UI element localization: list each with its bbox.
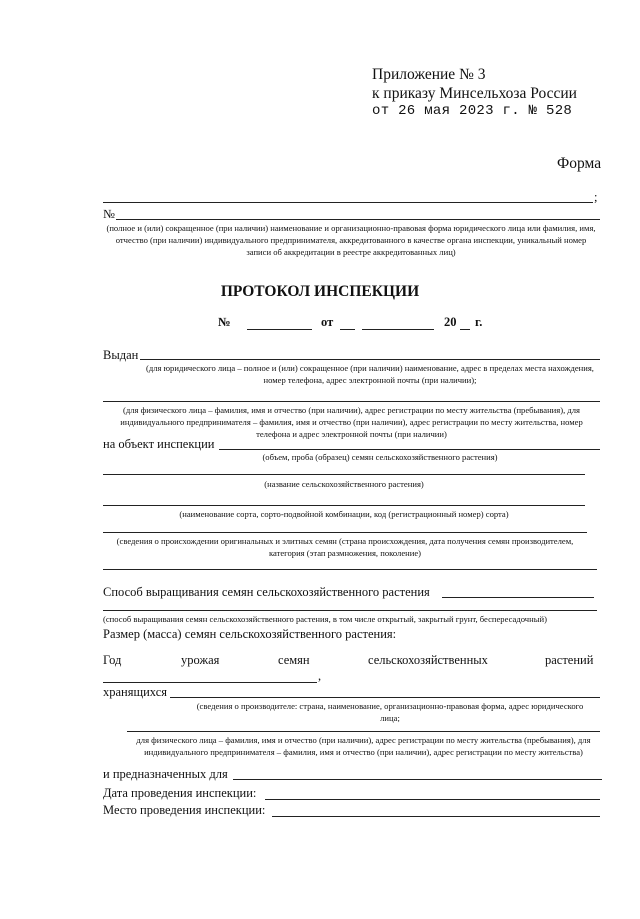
harvest-line bbox=[103, 682, 317, 683]
growing-caption: (способ выращивания семян сельскохозяйственного растения, в том числе открытый, закрытый грунт, беспересадочный) bbox=[103, 614, 547, 624]
stored-producer-caption: (сведения о производителе: страна, наименование, организационно-правовая форма, адрес юридического лица; bbox=[196, 701, 584, 723]
page-title: ПРОТОКОЛ ИНСПЕКЦИИ bbox=[220, 283, 420, 300]
inspection-date-line bbox=[265, 799, 600, 800]
growing-label: Способ выращивания семян сельскохозяйственного растения bbox=[103, 585, 430, 599]
harvest-word-agri: сельскохозяйственных bbox=[368, 653, 488, 667]
protocol-month-blank bbox=[362, 329, 434, 330]
accreditation-line-1 bbox=[103, 202, 593, 203]
object-line-5 bbox=[103, 569, 597, 570]
stored-person-caption: для физического лица – фамилия, имя и отчество (при наличии), адрес регистрации по месту жительства (пребывания), для индивидуального предпринимателя – фамилия, имя и отчество (при наличии), адрес регистрации по месту жительства) bbox=[136, 735, 591, 757]
object-line-4 bbox=[103, 532, 587, 533]
inspection-date-label: Дата проведения инспекции: bbox=[103, 786, 257, 800]
appendix-number: Приложение № 3 bbox=[372, 66, 486, 83]
inspection-place-label: Место проведения инспекции: bbox=[103, 803, 266, 817]
issued-legal-caption: (для юридического лица – полное и (или) сокращенное (при наличии) наименование, адрес в пределах места нахождения, номер телефона, адрес электронной почты (при наличии); bbox=[146, 363, 594, 385]
protocol-day-blank bbox=[340, 329, 355, 330]
order-reference: к приказу Минсельхоза России bbox=[372, 85, 577, 102]
accreditation-number-sign: № bbox=[103, 207, 115, 221]
object-line-1 bbox=[219, 449, 600, 450]
protocol-year-suffix: г. bbox=[475, 315, 483, 329]
object-origin-caption: (сведения о происхождении оригинальных и элитных семян (страна происхождения, дата получения семян производителем, категория (этап размножения, поколение) bbox=[116, 536, 574, 558]
issued-line-2 bbox=[103, 401, 600, 402]
harvest-word-crop: урожая bbox=[181, 653, 220, 667]
harvest-comma: , bbox=[318, 669, 322, 683]
object-line-3 bbox=[103, 505, 585, 506]
stored-line-1 bbox=[170, 697, 600, 698]
issued-line-1 bbox=[140, 359, 600, 360]
protocol-year-blank bbox=[460, 329, 470, 330]
growing-line-1 bbox=[442, 597, 594, 598]
inspection-place-line bbox=[272, 816, 600, 817]
protocol-from-label: от bbox=[321, 315, 334, 329]
harvest-word-seeds: семян bbox=[278, 653, 310, 667]
accreditation-line-2 bbox=[116, 219, 600, 220]
object-plant-caption: (название сельскохозяйственного растения) bbox=[264, 479, 424, 489]
object-label: на объект инспекции bbox=[103, 437, 215, 451]
harvest-word-year: Год bbox=[103, 653, 122, 667]
object-volume-caption: (объем, проба (образец) семян сельскохозяйственного растения) bbox=[262, 452, 498, 462]
stored-line-2 bbox=[127, 731, 600, 732]
accreditation-semicolon: ; bbox=[594, 190, 598, 204]
intended-label: и предназначенных для bbox=[103, 767, 228, 781]
issued-label: Выдан bbox=[103, 348, 139, 362]
form-label: Форма bbox=[557, 155, 602, 172]
harvest-word-plants: растений bbox=[545, 653, 594, 667]
intended-line bbox=[233, 779, 602, 780]
protocol-year-prefix: 20 bbox=[444, 315, 457, 329]
accreditation-caption: (полное и (или) сокращенное (при наличии) наименование и организационно-правовая форма юридического лица или фамилия, имя, отчество (при наличии) индивидуального предпринимателя, аккредитованного в качестве органа инспекции, уникальный номер записи об аккредитации в реестре аккредитованных лиц) bbox=[106, 223, 596, 257]
growing-line-2 bbox=[103, 610, 597, 611]
object-line-2 bbox=[103, 474, 585, 475]
stored-label: хранящихся bbox=[103, 685, 167, 699]
size-label: Размер (масса) семян сельскохозяйственного растения: bbox=[103, 627, 397, 641]
object-variety-caption: (наименование сорта, сорто-подвойной комбинации, код (регистрационный номер) сорта) bbox=[179, 509, 509, 519]
issued-person-caption: (для физического лица – фамилия, имя и отчество (при наличии), адрес регистрации по месту жительства (пребывания), для индивидуального предпринимателя – фамилия, имя и отчество (при наличии), адрес регистрации по месту жительства, номер телефона и адрес электронной почты (при наличии) bbox=[120, 405, 583, 439]
protocol-number-blank bbox=[247, 329, 312, 330]
protocol-number-sign: № bbox=[218, 315, 231, 329]
order-date: от 26 мая 2023 г. № 528 bbox=[372, 103, 573, 119]
